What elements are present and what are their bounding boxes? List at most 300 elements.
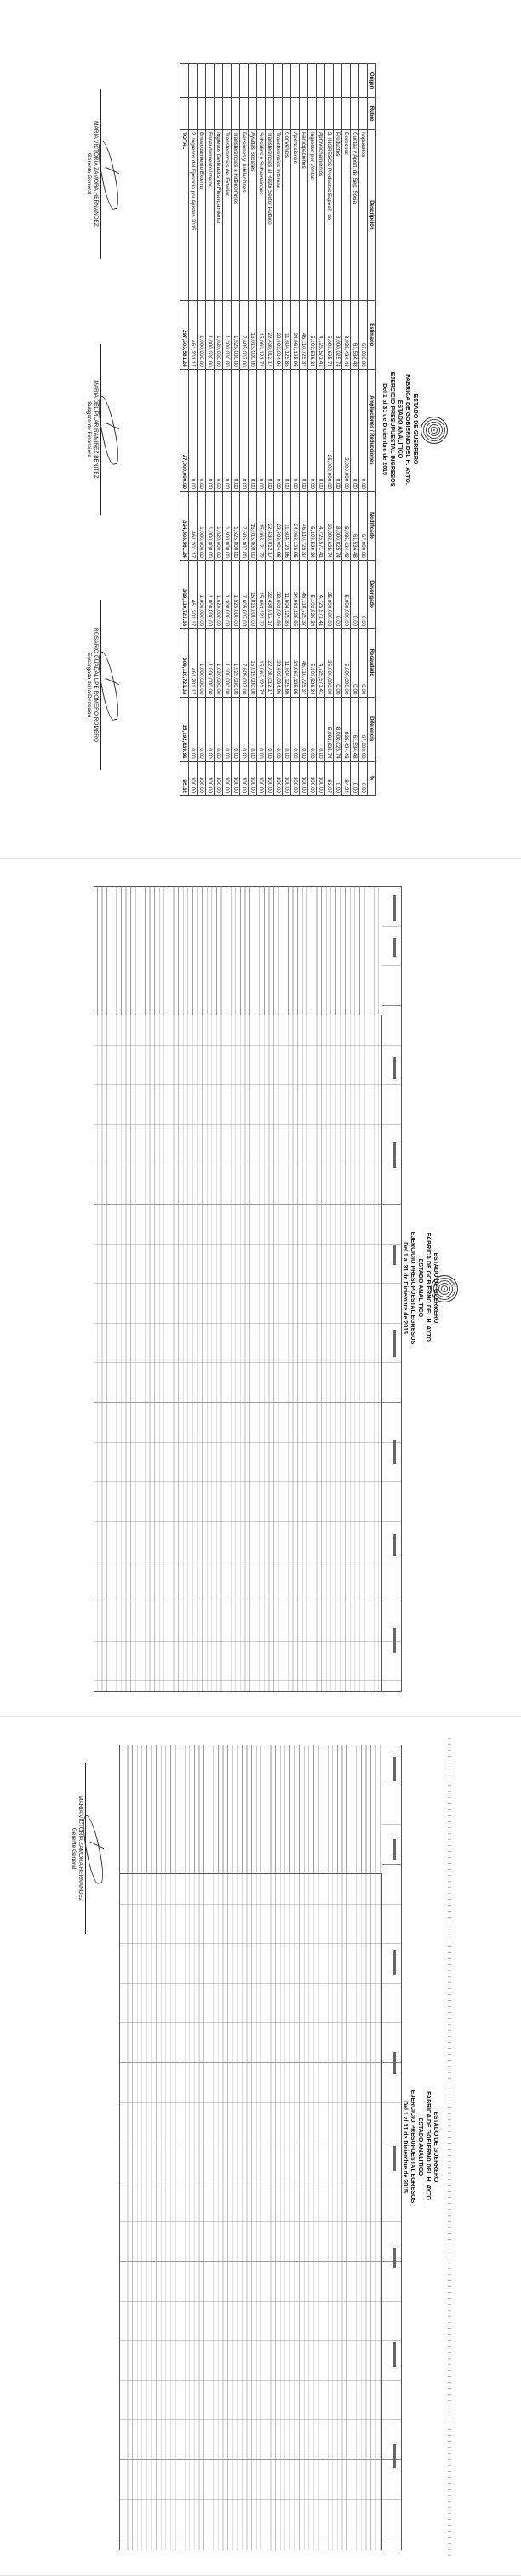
signer-name: MARIA VICTORIA ZAMORA HERNANDEZ <box>93 121 99 227</box>
table-cell: 5,093,625.74 <box>325 697 334 761</box>
signature-scribble <box>85 1763 103 1934</box>
table-cell: 83.07 <box>325 761 334 795</box>
table-cell: 0.00 <box>334 369 342 491</box>
table-cell <box>215 64 223 98</box>
table-cell: 1,300,000.00 <box>223 492 232 561</box>
table-cell: 100.00 <box>206 761 215 795</box>
table-cell: Ingresos Derivados de Financiamiento <box>215 129 223 300</box>
table-cell: 2. Ingresos del Ejercicio por Ajustes 2015 <box>189 129 198 300</box>
header-line: EJERCICIO PRESUPUESTAL EGRESOS <box>409 1231 415 1345</box>
table-cell: 4,725,571.41 <box>317 560 325 628</box>
table-cell: 7,605,007.00 <box>240 629 249 697</box>
table-cell: 61,534.48 <box>351 697 359 761</box>
table-cell: 7,605,007.00 <box>240 492 249 561</box>
table-cell: 1,525,000.00 <box>232 560 240 628</box>
table-cell: 46,110,725.37 <box>300 629 308 697</box>
table-cell: 11,604,125.86 <box>283 300 291 369</box>
table-cell: 100.00 <box>283 761 291 795</box>
table-cell <box>283 64 291 98</box>
table-cell: 1,000,000.00 <box>198 300 206 369</box>
table-cell: 0.00 <box>300 697 308 761</box>
table-cell: 1,020,000.00 <box>215 300 223 369</box>
table-cell: 0.00 <box>223 697 232 761</box>
table-cell: Convenios <box>283 129 291 300</box>
table-cell: 24,963,125.95 <box>291 629 300 697</box>
table-cell: 0.00 <box>317 369 325 491</box>
table-row <box>189 64 198 796</box>
table-row <box>283 64 291 796</box>
table-row <box>334 64 342 796</box>
table-cell <box>274 98 283 130</box>
table-cell: 11,604,125.86 <box>283 629 291 697</box>
table-cell: 1,300,000.00 <box>223 300 232 369</box>
expenditure-detail-grid <box>94 886 402 1692</box>
signature-block-1 <box>85 89 118 259</box>
table-row <box>300 64 308 796</box>
table-cell: 30,093,625.74 <box>325 492 334 561</box>
table-cell: 15,015,000.00 <box>249 492 257 561</box>
page-1-header <box>381 55 419 804</box>
table-cell <box>189 64 198 98</box>
table-cell: 5,000,000.00 <box>342 560 351 628</box>
table-cell <box>351 64 359 98</box>
table-cell: 7,605,007.00 <box>240 300 249 369</box>
table-cell: 22,430,012.17 <box>266 492 274 561</box>
table-cell: 67,000.00 <box>359 492 368 561</box>
table-cell: 0.00 <box>189 369 198 491</box>
table-row <box>359 64 368 796</box>
table-cell: Transferencias Internas <box>274 129 283 300</box>
table-cell: 84.24 <box>342 761 351 795</box>
table-cell: 1,000,000.00 <box>206 300 215 369</box>
table-cell: 1,000,000.00 <box>198 629 206 697</box>
table-cell: 1,000,000.00 <box>206 492 215 561</box>
table-cell: 4,725,571.41 <box>317 300 325 369</box>
table-cell: 0.00 <box>198 697 206 761</box>
table-cell: 7,605,007.00 <box>240 560 249 628</box>
grid-header-band <box>381 1745 401 2550</box>
table-cell <box>359 64 368 98</box>
header-line: ESTADO DE GUERRERO <box>412 394 418 465</box>
income-table <box>180 63 376 796</box>
signer-name: ROSARIO GUADALUPE ROMERO ROMERO <box>93 628 99 742</box>
dotted-border <box>448 1738 451 2556</box>
header-line: ESTADO ANALITICO <box>397 400 403 459</box>
table-cell <box>342 98 351 130</box>
table-row <box>317 64 325 796</box>
table-cell: 1,525,000.00 <box>232 300 240 369</box>
page-3 <box>0 1717 521 2576</box>
table-cell: 67,000.00 <box>359 697 368 761</box>
table-cell: 0.00 <box>266 697 274 761</box>
signer-title: Subgerente Financiero <box>86 401 92 457</box>
table-cell <box>249 98 257 130</box>
table-cell: 0.00 <box>240 369 249 491</box>
header-line: FABRICA DE GOBIERNO DEL H. AYTO. <box>404 374 410 485</box>
table-row <box>180 64 189 796</box>
table-cell: 0.00 <box>308 697 317 761</box>
table-cell <box>325 98 334 130</box>
header-line: ESTADO ANALITICO <box>417 1258 423 1318</box>
table-cell: 100.00 <box>308 761 317 795</box>
table-cell: Impuestos <box>359 129 368 300</box>
table-cell: 0.00 <box>215 369 223 491</box>
table-cell: 309,110,721.33 <box>180 560 189 628</box>
table-cell: 0.00 <box>274 697 283 761</box>
table-cell: 0.00 <box>300 369 308 491</box>
table-cell: 25,000,000.00 <box>325 369 334 491</box>
table-cell: 1,300,000.00 <box>223 560 232 628</box>
table-cell: 0.00 <box>359 369 368 491</box>
table-cell: 100.00 <box>189 761 198 795</box>
table-cell: 100.00 <box>232 761 240 795</box>
table-cell: TOTAL <box>180 129 189 300</box>
signature-scribble <box>100 89 118 259</box>
table-row <box>325 64 334 796</box>
table-cell: 0.00 <box>249 369 257 491</box>
table-cell: 3,935,424.43 <box>342 300 351 369</box>
table-cell: 22,603,004.96 <box>274 560 283 628</box>
table-cell: 1,300,000.00 <box>223 629 232 697</box>
table-cell: 100.00 <box>198 761 206 795</box>
table-cell <box>198 64 206 98</box>
table-cell: Productos <box>334 129 342 300</box>
table-row <box>342 64 351 796</box>
table-cell: 15,063,121.72 <box>257 492 266 561</box>
table-cell: 1,525,000.00 <box>232 629 240 697</box>
signature-block-2 <box>85 344 118 515</box>
header-line: ESTADO DE GUERRERO <box>432 2111 438 2182</box>
table-cell: 100.00 <box>240 761 249 795</box>
table-row <box>291 64 300 796</box>
signer-title: Encargada de la Dirección <box>86 652 92 718</box>
table-cell <box>240 98 249 130</box>
grid-description-column <box>94 887 382 1015</box>
table-cell: 8,000,025.74 <box>334 300 342 369</box>
table-row <box>257 64 266 796</box>
table-cell: Cuotas y Aport. de Seg. Social <box>351 129 359 300</box>
table-cell: Transferencias al Resto Sector Público <box>266 129 274 300</box>
table-cell <box>359 98 368 130</box>
table-cell: 0.00 <box>223 369 232 491</box>
table-cell: 461,201.17 <box>189 560 198 628</box>
table-cell: 2. INGRESOS Productos Especif. de <box>325 129 334 300</box>
table-cell: Aportaciones <box>291 129 300 300</box>
table-cell <box>308 64 317 98</box>
table-cell <box>189 98 198 130</box>
grid-header-band <box>381 887 401 1691</box>
table-cell: 100.00 <box>223 761 232 795</box>
header-line: EJERCICIO PRESUPUESTAL INGRESOS <box>389 371 395 487</box>
signer-title: Gerente General <box>86 152 92 195</box>
table-cell <box>180 64 189 98</box>
page-2-header <box>401 879 439 1697</box>
table-cell: 0.00 <box>351 369 359 491</box>
table-cell: 0.00 <box>198 369 206 491</box>
table-cell: 0.00 <box>232 369 240 491</box>
table-cell <box>223 64 232 98</box>
table-row <box>308 64 317 796</box>
table-cell: 5,935,424.43 <box>342 492 351 561</box>
table-cell: 22,603,004.96 <box>274 629 283 697</box>
table-cell: 1,000,000.00 <box>206 560 215 628</box>
table-cell: 22,603,004.96 <box>274 492 283 561</box>
coat-of-arms-seal-icon <box>421 417 448 444</box>
signer-title: Gerente General <box>71 1827 77 1870</box>
page-1-rotated-content <box>73 55 448 804</box>
table-row <box>240 64 249 796</box>
table-cell: 61,534.48 <box>351 492 359 561</box>
table-cell <box>223 98 232 130</box>
table-cell: 24,963,125.95 <box>291 300 300 369</box>
table-cell: 24,963,125.95 <box>291 492 300 561</box>
table-cell <box>334 64 342 98</box>
table-cell: 0.00 <box>359 761 368 795</box>
table-cell: 11,604,125.86 <box>283 492 291 561</box>
table-row <box>223 64 232 796</box>
table-cell: 5,103,526.34 <box>308 629 317 697</box>
table-cell: 1,020,000.00 <box>215 560 223 628</box>
table-cell: 67,000.00 <box>359 300 368 369</box>
table-row <box>249 64 257 796</box>
table-cell: 22,603,004.96 <box>274 300 283 369</box>
table-cell: 61,534.48 <box>351 300 359 369</box>
header-line: Del 1 al 31 de Diciembre de 2015 <box>381 383 387 475</box>
table-cell: 0.00 <box>232 697 240 761</box>
page-2 <box>0 859 521 1717</box>
table-cell: 15,063,121.72 <box>257 300 266 369</box>
table-cell: 297,303,561.24 <box>180 300 189 369</box>
expenditure-detail-grid <box>119 1745 402 2550</box>
table-cell <box>283 98 291 130</box>
table-cell: Endeudamiento Interno <box>206 129 215 300</box>
column-header: Descripción <box>368 129 376 300</box>
table-cell: 15,063,121.72 <box>257 629 266 697</box>
table-row <box>232 64 240 796</box>
table-cell <box>334 98 342 130</box>
signature-block-1 <box>70 1763 103 1934</box>
table-cell: 461,201.17 <box>189 492 198 561</box>
signer-name: MARIA DEL PILAR RAMIREZ BENITEZ <box>93 380 99 479</box>
header-line: ESTADO DE GUERRERO <box>432 1252 438 1324</box>
table-cell: 0.00 <box>257 697 266 761</box>
table-cell: 11,604,125.86 <box>283 560 291 628</box>
table-cell: 0.00 <box>215 697 223 761</box>
table-cell: 0.00 <box>206 697 215 761</box>
table-cell: 2,000,000.00 <box>342 369 351 491</box>
table-cell: 5,093,625.74 <box>325 300 334 369</box>
page-1 <box>0 0 521 859</box>
table-cell: 100.00 <box>215 761 223 795</box>
header-line: Del 1 al 31 de Diciembre de 2015 <box>402 1242 408 1334</box>
table-cell: 100.00 <box>266 761 274 795</box>
table-cell: 461,201.17 <box>189 629 198 697</box>
header-line: ESTADO ANALITICO <box>417 2117 423 2176</box>
table-cell: 5,103,526.34 <box>308 300 317 369</box>
table-cell: 0.00 <box>240 697 249 761</box>
table-cell: Transferencias a Fideicomisos <box>232 129 240 300</box>
table-cell: 46,110,725.37 <box>300 560 308 628</box>
table-cell: 100.00 <box>274 761 283 795</box>
page-3-rotated-content <box>65 1738 456 2556</box>
table-cell <box>274 64 283 98</box>
table-cell <box>308 98 317 130</box>
table-cell: 25,000,000.00 <box>325 560 334 628</box>
table-cell: 100.00 <box>257 761 266 795</box>
table-cell <box>317 98 325 130</box>
table-cell: 0.00 <box>189 697 198 761</box>
table-cell <box>266 98 274 130</box>
table-row <box>198 64 206 796</box>
column-header: Recaudado <box>368 629 376 697</box>
signature-scribble <box>100 344 118 515</box>
signature-block-3 <box>85 600 118 770</box>
table-cell: 461,201.17 <box>189 300 198 369</box>
table-cell <box>291 98 300 130</box>
table-cell: 0.00 <box>351 629 359 697</box>
table-cell: Transferencias del Exterior <box>223 129 232 300</box>
table-cell: Ingresos por Ventas <box>308 129 317 300</box>
table-cell: 0.00 <box>359 629 368 697</box>
table-cell <box>300 98 308 130</box>
column-header: Rubro <box>368 98 376 130</box>
table-cell: 22,430,012.17 <box>266 560 274 628</box>
table-cell: 15,015,000.00 <box>249 300 257 369</box>
column-header: Modificado <box>368 492 376 561</box>
table-cell: 0.00 <box>291 697 300 761</box>
table-cell: 95.32 <box>180 761 189 795</box>
signature-scribble <box>100 600 118 770</box>
header-line: FABRICA DE GOBIERNO DEL H. AYTO. <box>425 2091 431 2202</box>
column-header: Ampliaciones / Reducciones <box>368 369 376 491</box>
table-cell: 100.00 <box>317 761 325 795</box>
table-cell: 0.00 <box>334 629 342 697</box>
table-cell: 100.00 <box>291 761 300 795</box>
page-2-rotated-content <box>65 879 456 1697</box>
table-cell: 27,000,000.00 <box>180 369 189 491</box>
table-row <box>206 64 215 796</box>
column-header: Origen <box>368 64 376 98</box>
table-cell <box>351 98 359 130</box>
table-cell: 22,430,012.17 <box>266 300 274 369</box>
table-cell: 1,525,000.00 <box>232 492 240 561</box>
table-cell: 1,020,000.00 <box>215 492 223 561</box>
table-cell <box>257 64 266 98</box>
table-cell <box>342 64 351 98</box>
header-line: FABRICA DE GOBIERNO DEL H. AYTO. <box>425 1233 431 1343</box>
table-cell: 0.00 <box>334 761 342 795</box>
table-cell: 324,303,561.24 <box>180 492 189 561</box>
table-cell: 15,192,839.91 <box>180 697 189 761</box>
header-line: Del 1 al 31 de Diciembre de 2015 <box>402 2101 408 2193</box>
table-cell: 0.00 <box>317 697 325 761</box>
table-row <box>266 64 274 796</box>
table-cell <box>232 64 240 98</box>
table-cell: Endeudamiento Externo <box>198 129 206 300</box>
table-cell <box>325 64 334 98</box>
table-cell: 0.00 <box>291 369 300 491</box>
table-header-row <box>368 64 376 796</box>
table-cell: 46,110,725.37 <box>300 300 308 369</box>
table-cell <box>291 64 300 98</box>
table-cell: 100.00 <box>300 761 308 795</box>
table-cell: 25,000,000.00 <box>325 629 334 697</box>
table-cell: 22,430,012.17 <box>266 629 274 697</box>
table-cell <box>215 98 223 130</box>
table-cell: 0.00 <box>257 369 266 491</box>
table-cell: 24,963,125.95 <box>291 560 300 628</box>
table-cell: 100.00 <box>249 761 257 795</box>
table-cell: 15,015,000.00 <box>249 560 257 628</box>
table-cell: 5,103,526.34 <box>308 560 317 628</box>
table-row <box>274 64 283 796</box>
table-cell <box>249 64 257 98</box>
table-cell <box>317 64 325 98</box>
table-cell: Ayudas Sociales <box>249 129 257 300</box>
table-cell: 935,424.43 <box>342 697 351 761</box>
table-cell <box>257 98 266 130</box>
table-cell: 15,063,121.72 <box>257 560 266 628</box>
table-cell <box>300 64 308 98</box>
table-cell: 0.00 <box>359 560 368 628</box>
table-cell: Derechos <box>342 129 351 300</box>
table-cell: Aprovechamientos <box>317 129 325 300</box>
table-cell: 1,000,000.00 <box>198 560 206 628</box>
table-cell: 4,725,571.41 <box>317 629 325 697</box>
table-cell: 0.00 <box>283 697 291 761</box>
table-cell: Participaciones <box>300 129 308 300</box>
table-cell: Subsidios y Subvenciones <box>257 129 266 300</box>
table-cell: 309,110,721.33 <box>180 629 189 697</box>
table-cell <box>206 98 215 130</box>
table-cell: 8,000,025.74 <box>334 697 342 761</box>
table-cell <box>206 64 215 98</box>
table-cell <box>180 98 189 130</box>
column-header: % <box>368 761 376 795</box>
table-cell: 0.00 <box>351 560 359 628</box>
signer-name: MARIA VICTORIA ZAMORA HERNANDEZ <box>77 1796 83 1901</box>
table-cell: 0.00 <box>266 369 274 491</box>
table-cell: 5,000,000.00 <box>342 629 351 697</box>
column-header: Estimado <box>368 300 376 369</box>
table-cell: 0.00 <box>249 697 257 761</box>
table-cell: 8,000,025.74 <box>334 492 342 561</box>
table-cell: 0.00 <box>206 369 215 491</box>
column-header: Diferencia <box>368 697 376 761</box>
table-cell: 15,015,000.00 <box>249 629 257 697</box>
table-cell <box>266 64 274 98</box>
table-cell <box>240 64 249 98</box>
table-cell: 1,000,000.00 <box>198 492 206 561</box>
table-cell: 0.00 <box>334 560 342 628</box>
table-cell: 0.00 <box>283 369 291 491</box>
header-line: EJERCICIO PRESUPUESTAL EGRESOS <box>409 2090 415 2204</box>
table-cell: 0.00 <box>351 761 359 795</box>
table-row <box>351 64 359 796</box>
table-cell: Pensiones y Jubilaciones <box>240 129 249 300</box>
table-cell: 5,103,526.34 <box>308 492 317 561</box>
table-cell: 0.00 <box>308 369 317 491</box>
table-row <box>215 64 223 796</box>
table-cell: 1,000,000.00 <box>206 629 215 697</box>
table-cell <box>198 98 206 130</box>
table-cell: 1,020,000.00 <box>215 629 223 697</box>
table-cell <box>232 98 240 130</box>
table-cell: 4,725,571.41 <box>317 492 325 561</box>
table-cell: 0.00 <box>274 369 283 491</box>
page-3-header <box>401 1738 439 2556</box>
column-header: Devengado <box>368 560 376 628</box>
